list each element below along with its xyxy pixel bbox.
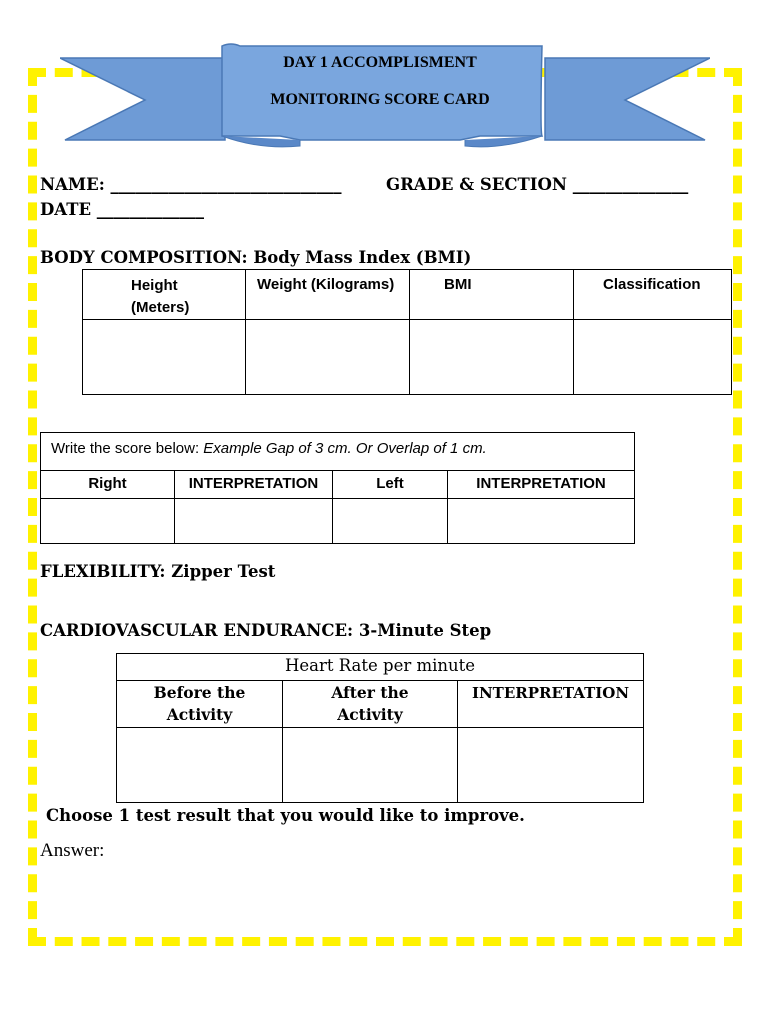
cardio-section-title: CARDIOVASCULAR ENDURANCE: 3-Minute Step	[40, 621, 492, 640]
cardio-header-after-label: After the Activity	[331, 683, 409, 724]
flex-header-interpretation-1-label: INTERPRETATION	[188, 475, 319, 492]
flex-right-interpretation-input-cell[interactable]	[175, 499, 333, 544]
banner-line-1: DAY 1 ACCOMPLISMENT	[283, 54, 477, 71]
flex-header-interpretation-2-label: INTERPRETATION	[476, 475, 606, 492]
bmi-weight-input-cell[interactable]	[246, 320, 410, 395]
flex-header-left	[333, 471, 448, 499]
cardio-header-interpretation-label: INTERPRETATION	[471, 684, 630, 702]
flex-header-left-label: Left	[376, 475, 404, 492]
bmi-header-height-label: Height (Meters)	[131, 277, 190, 316]
cardio-table	[116, 653, 644, 803]
cardio-header-interpretation	[458, 681, 644, 728]
flex-left-input-cell[interactable]	[333, 499, 448, 544]
cardio-header-before	[117, 681, 283, 728]
flex-header-interpretation-1	[175, 471, 333, 499]
flexibility-table	[40, 432, 635, 544]
answer-label: Answer:	[40, 840, 105, 861]
bmi-header-weight	[246, 270, 410, 320]
bmi-header-classification-label: Classification	[603, 276, 701, 293]
flex-header-interpretation-2	[448, 471, 635, 499]
cardio-before-input-cell[interactable]	[117, 728, 283, 803]
bmi-header-classification	[574, 270, 732, 320]
bmi-height-input-cell[interactable]	[83, 320, 246, 395]
cardio-interpretation-input-cell[interactable]	[458, 728, 644, 803]
grade-section-field-label: GRADE & SECTION ______________	[386, 175, 689, 194]
answer-area[interactable]	[40, 868, 720, 928]
name-field-label: NAME: ____________________________	[40, 175, 342, 194]
cardio-header-before-label: Before the Activity	[153, 683, 246, 724]
instruction-example: Example Gap of 3 cm. Or Overlap of 1 cm.	[203, 440, 487, 457]
flex-right-input-cell[interactable]	[41, 499, 175, 544]
cardio-after-input-cell[interactable]	[283, 728, 458, 803]
bmi-header-bmi	[410, 270, 574, 320]
flexibility-instruction-cell	[41, 433, 635, 471]
instruction-prefix: Write the score below:	[51, 440, 204, 457]
flex-left-interpretation-input-cell[interactable]	[448, 499, 635, 544]
bmi-header-weight-label: Weight (Kilograms)	[257, 276, 395, 293]
banner-line-2: MONITORING SCORE CARD	[270, 91, 490, 108]
bmi-section-title: BODY COMPOSITION: Body Mass Index (BMI)	[40, 248, 472, 267]
bmi-header-bmi-label: BMI	[444, 276, 472, 293]
date-field-label: DATE _____________	[40, 200, 205, 219]
flex-header-right	[41, 471, 175, 499]
flexibility-instruction	[41, 433, 634, 457]
cardio-caption-cell	[117, 654, 644, 681]
flexibility-section-title: FLEXIBILITY: Zipper Test	[40, 562, 276, 581]
bmi-classification-input-cell[interactable]	[574, 320, 732, 395]
cardio-caption: Heart Rate per minute	[284, 656, 476, 675]
cardio-header-after	[283, 681, 458, 728]
improve-prompt: Choose 1 test result that you would like to improve.	[46, 806, 525, 825]
bmi-header-height	[83, 270, 246, 320]
bmi-value-input-cell[interactable]	[410, 320, 574, 395]
flex-header-right-label: Right	[88, 475, 127, 492]
bmi-table	[82, 269, 732, 395]
